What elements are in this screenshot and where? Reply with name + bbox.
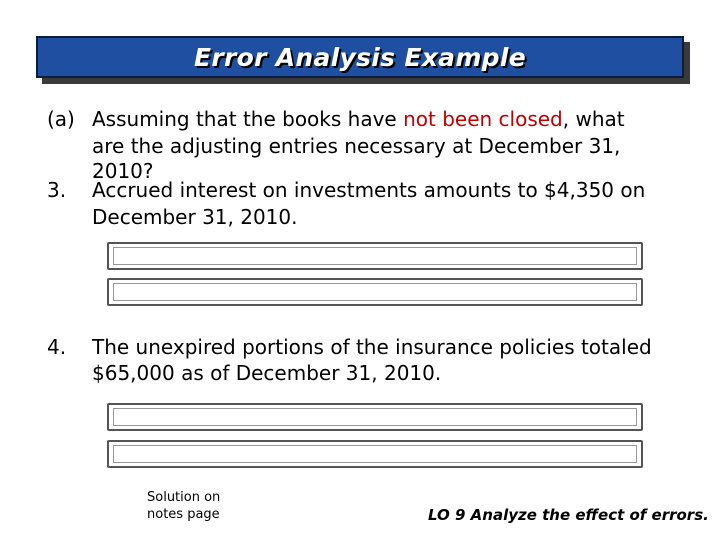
- item-3-line-2: December 31, 2010.: [92, 205, 298, 229]
- page-title: Error Analysis Example: [193, 42, 526, 72]
- journal-entry-box-4b: [107, 440, 643, 468]
- solution-note-line-2: notes page: [147, 507, 220, 522]
- question-line-1-suffix: , what: [562, 107, 625, 131]
- solution-note: [147, 489, 220, 523]
- question-line-1-prefix: Assuming that the books have: [92, 107, 404, 131]
- question-line-2: are the adjusting entries necessary at December 31,: [92, 134, 621, 158]
- journal-entry-box-3a: [107, 242, 643, 270]
- item-3-number: 3.: [47, 178, 67, 202]
- learning-objective: LO 9 Analyze the effect of errors.: [428, 506, 709, 524]
- solution-note-line-1: Solution on: [147, 490, 221, 505]
- item-4-line-2: $65,000 as of December 31, 2010.: [92, 361, 442, 385]
- journal-entry-box-3b: [107, 278, 643, 306]
- journal-entry-box-4a: [107, 403, 643, 431]
- question-highlight: not been closed: [403, 107, 563, 131]
- title-banner: [36, 36, 684, 78]
- question-label: (a): [47, 107, 75, 131]
- item-4-line-1: The unexpired portions of the insurance policies totaled: [92, 335, 652, 359]
- item-3-line-1: Accrued interest on investments amounts to $4,350 on: [92, 178, 646, 202]
- item-4-number: 4.: [47, 335, 67, 359]
- question-line-1: [92, 108, 625, 131]
- question-line-3: 2010?: [92, 159, 154, 183]
